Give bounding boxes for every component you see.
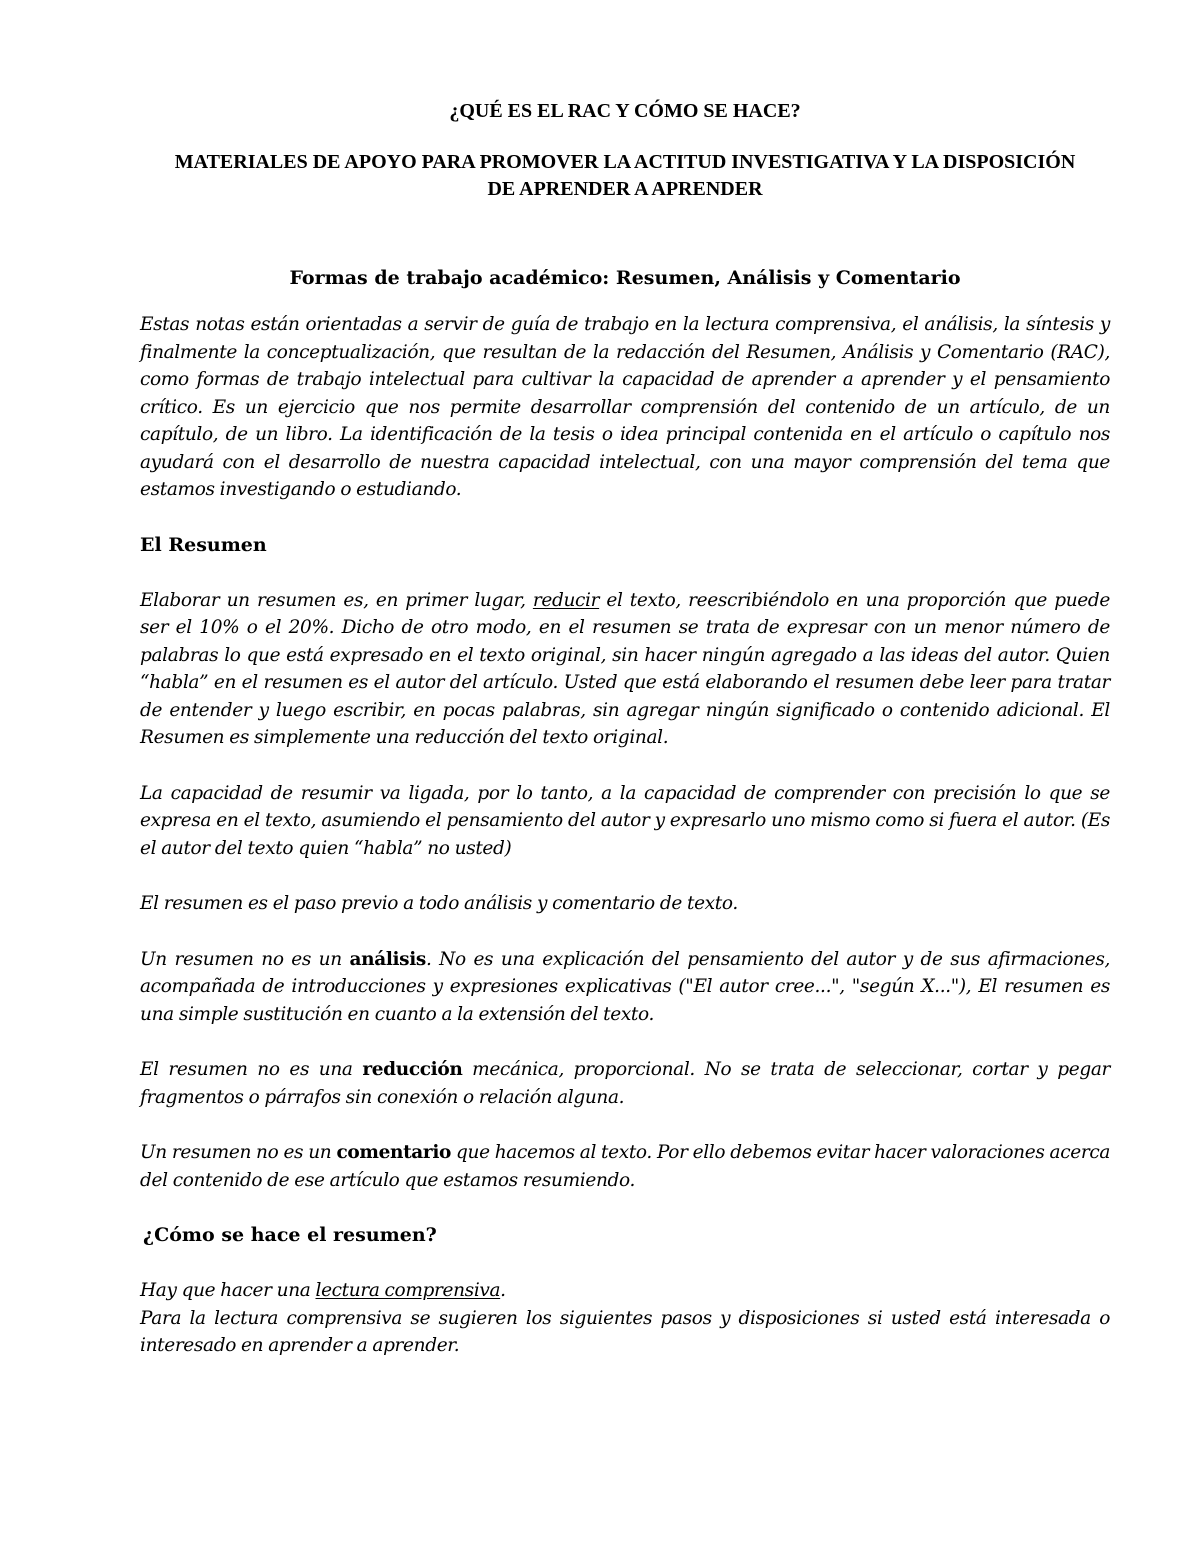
intro-paragraph: Estas notas están orientadas a servir de guía de trabajo en la lectura comprensiva, el análisis, la síntesis y finalmente la conceptualización, que resultan de la redacción del Resumen, Análisis y Comentario (RAC), como formas de trabajo intelectual para cultivar la capacidad de aprender a aprender y el pensamiento crítico. Es un ejercicio que nos permite desarrollar comprensión del contenido de un artículo, de un capítulo, de un libro. La identificación de la tesis o idea principal contenida en el artículo o capítulo nos ayudará con el desarrollo de nuestra capacidad intelectual, con una mayor comprensión del tema que estamos investigando o estudiando. <box>140 314 1110 500</box>
resumen-paragraph-5 <box>140 1056 1110 1111</box>
howto-line-2: Para la lectura comprensiva se sugieren los siguientes pasos y disposiciones si usted está interesada o interesado en aprender a aprender. <box>140 1307 1110 1356</box>
resumen-p5-text-b: mecánica, proporcional. No se trata de seleccionar, cortar y pegar fragmentos o párrafos sin conexión o relación alguna. <box>140 1059 1111 1108</box>
resumen-paragraph-1 <box>140 587 1110 752</box>
main-heading-line-1: MATERIALES DE APOYO PARA PROMOVER LA ACTITUD INVESTIGATIVA Y LA DISPOSICIÓN <box>174 151 1076 173</box>
resumen-p4-bold: análisis <box>349 948 426 970</box>
document-body <box>140 98 1110 1360</box>
resumen-p1-underlined: reducir <box>532 589 600 611</box>
resumen-p6-bold: comentario <box>336 1142 451 1163</box>
main-heading-line-2: DE APRENDER A APRENDER <box>487 178 763 200</box>
resumen-paragraph-6 <box>140 1139 1110 1194</box>
resumen-p4-text-a: Un resumen no es un <box>140 948 350 970</box>
resumen-p5-bold: reducción <box>362 1059 463 1080</box>
resumen-p1-text-a: Elaborar un resumen es, en primer lugar, <box>140 589 533 611</box>
resumen-paragraph-3: El resumen es el paso previo a todo análisis y comentario de texto. <box>140 893 738 914</box>
resumen-p6-text-a: Un resumen no es un <box>140 1142 337 1163</box>
document-title: ¿QUÉ ES EL RAC Y CÓMO SE HACE? <box>449 100 801 122</box>
resumen-p4-text-b: . No es una explicación del pensamiento del autor y de sus afirmaciones, acompañada de introducciones y expresiones explicativas ("El autor cree...", "según X..."), El resumen es una simple sustitución en cuanto a la extensión del texto. <box>140 948 1111 1025</box>
document-main-heading <box>140 149 1110 203</box>
howto-line-1 <box>140 1277 1110 1305</box>
resumen-paragraph-4 <box>140 946 1110 1029</box>
document-subtitle: Formas de trabajo académico: Resumen, Análisis y Comentario <box>289 267 961 289</box>
howto-line-1-text-a: Hay que hacer una <box>140 1280 316 1301</box>
section-heading-resumen: El Resumen <box>140 533 267 556</box>
section-heading-howto: ¿Cómo se hace el resumen? <box>143 1224 437 1246</box>
resumen-p5-text-a: El resumen no es una <box>140 1059 363 1080</box>
resumen-p6-text-b: que hacemos al texto. Por ello debemos evitar hacer valoraciones acerca del contenido de ese artículo que estamos resumiendo. <box>140 1142 1111 1191</box>
howto-underlined: lectura comprensiva <box>315 1280 501 1301</box>
resumen-paragraph-2: La capacidad de resumir va ligada, por lo tanto, a la capacidad de comprender con precisión lo que se expresa en el texto, asumiendo el pensamiento del autor y expresarlo uno mismo como si fuera el autor. (Es el autor del texto quien “habla” no usted) <box>140 782 1110 859</box>
resumen-p1-text-b: el texto, reescribiéndolo en una proporción que puede ser el 10% o el 20%. Dicho de otro modo, en el resumen se trata de expresar con un menor número de palabras lo que está expresado en el texto original, sin hacer ningún agregado a las ideas del autor. Quien “habla” en el resumen es el autor del artículo. Usted que está elaborando el resumen debe leer para tratar de entender y luego escribir, en pocas palabras, sin agregar ningún significado o contenido adicional. El Resumen es simplemente una reducción del texto original. <box>140 589 1110 748</box>
howto-line-1-text-b: . <box>500 1280 506 1301</box>
